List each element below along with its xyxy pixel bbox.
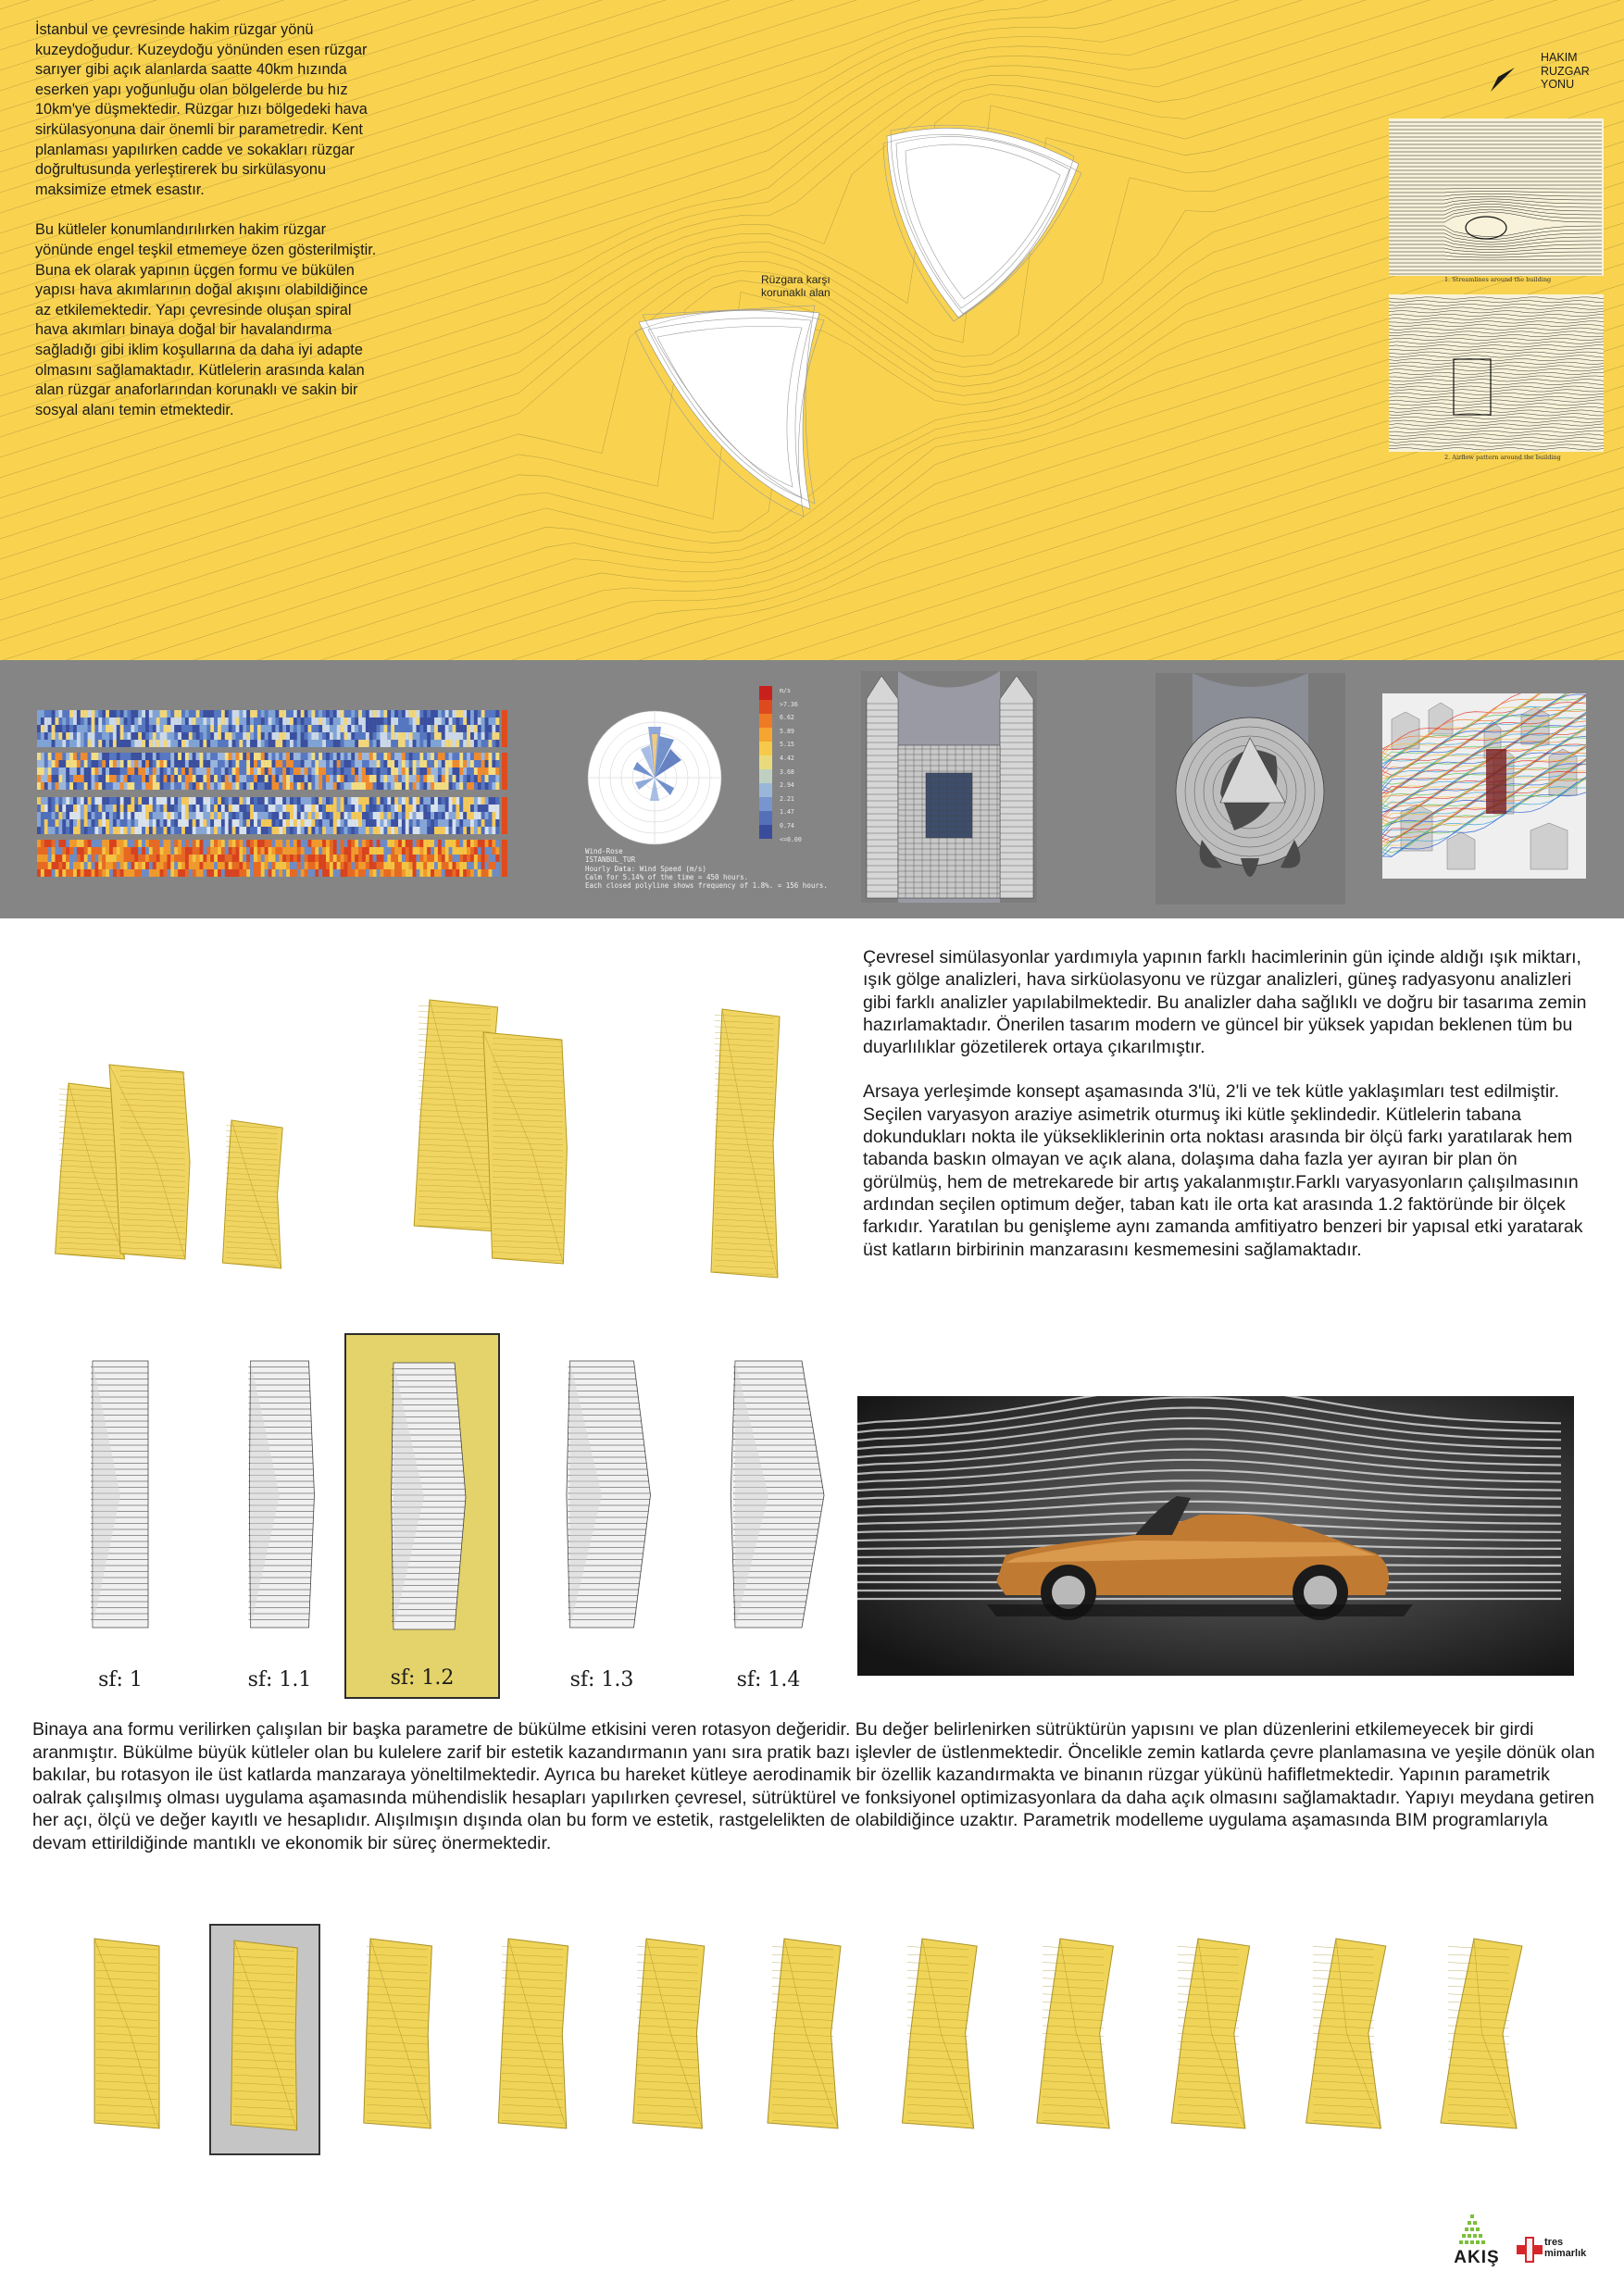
rotation-study <box>480 1924 591 2155</box>
wind-tunnel-car-photo <box>857 1396 1574 1676</box>
analysis-paragraph-1: Çevresel simülasyonlar yardımıyla yapının farklı hacimlerinin gün içinde aldığı ışık miktarı, ışık gölge analizleri, hava sirküolasyonu ve rüzgar analizleri, güneş radyasyonu analizleri gibi farklı analizler yapılabilmektedir. Bu analizler daha sağlıklı ve doğru bir tasarıma zemin hazırlamaktadır. Önerilen tasarım modern ve güncel bir yüksek yapıdan beklenen tüm bu duyarlılıklar gözetilerek ortaya çıkarılmıştır. <box>863 947 1587 1058</box>
wind-direction-line-1: HAKIM <box>1541 51 1578 64</box>
wind-rose-data-type: Hourly Data: Wind Speed (m/s) <box>585 864 706 873</box>
wind-rose-title: Wind-Rose <box>585 847 623 855</box>
scale-factor-label: sf: 1.2 <box>390 1666 455 1690</box>
rotation-tower-drawing <box>750 1924 861 2155</box>
airflow-diagram <box>1389 294 1604 464</box>
legend-value: 5.89 <box>780 727 794 735</box>
legend-value: 2.94 <box>780 781 794 790</box>
rotation-tower-drawing <box>1426 1924 1537 2155</box>
elevation-mesh-drawing <box>861 671 1037 903</box>
rotation-tower-drawing <box>1291 1924 1402 2155</box>
airflow-drawing <box>1389 294 1604 452</box>
scale-factor-tower-drawing <box>704 1333 833 1629</box>
rotation-tower-drawing <box>885 1924 996 2155</box>
legend-value: 1.47 <box>780 808 794 817</box>
wind-rose-polyline-note: Each closed polyline shows frequency of 1.8%. = 156 hours. <box>585 881 828 891</box>
airflow-caption: 2. Airflow pattern around the building <box>1444 454 1561 461</box>
rotation-study <box>1020 1924 1131 2155</box>
akis-logo <box>1444 2211 1509 2276</box>
scale-factor-study <box>344 1333 500 1699</box>
wind-tunnel-photo-drawing <box>857 1396 1574 1676</box>
scale-factor-study <box>537 1333 667 1699</box>
scale-factor-studies <box>56 1333 824 1699</box>
scale-factor-tower-drawing <box>56 1333 185 1629</box>
legend-value: 4.42 <box>780 754 794 762</box>
legend-value: >7.36 <box>780 700 798 708</box>
rotation-study <box>750 1924 861 2155</box>
scale-factor-label: sf: 1 <box>98 1668 143 1691</box>
scale-factor-label: sf: 1.3 <box>569 1668 634 1691</box>
simulation-band <box>0 660 1624 918</box>
annual-heatmaps <box>37 708 509 884</box>
akis-logo-mark-icon <box>1444 2211 1509 2248</box>
legend-value: 3.68 <box>780 767 794 776</box>
rotation-tower-drawing <box>480 1924 591 2155</box>
scale-factor-tower-drawing <box>215 1333 344 1629</box>
intro-text <box>35 20 378 441</box>
legend-value: <=0.00 <box>780 835 802 843</box>
wind-direction-line-3: YONU <box>1541 78 1575 91</box>
wind-rose-location: ISTANBUL_TUR <box>585 855 636 865</box>
rotation-tower-drawing <box>615 1924 726 2155</box>
rotation-tower-drawing <box>1020 1924 1131 2155</box>
rotation-study <box>1291 1924 1402 2155</box>
wind-speed-legend-labels <box>780 684 802 846</box>
rotation-tower-drawing <box>74 1924 185 2155</box>
rotation-study <box>885 1924 996 2155</box>
tower-plan-west <box>630 294 843 521</box>
rotation-tower-drawing <box>1156 1924 1267 2155</box>
legend-value: 0.74 <box>780 821 794 830</box>
plan-wind-drawing <box>1156 673 1345 905</box>
akis-logo-text: AKIŞ <box>1454 2248 1500 2267</box>
streamline-caption: 1. Streamlines around the building <box>1444 276 1552 283</box>
tres-logo-line-2: mimarlık <box>1544 2248 1587 2259</box>
analysis-text <box>863 946 1590 1283</box>
rotation-study <box>1156 1924 1267 2155</box>
scale-factor-label: sf: 1.1 <box>247 1668 312 1691</box>
wind-analysis-band <box>0 0 1624 660</box>
scale-factor-tower-drawing <box>346 1335 502 1631</box>
tres-logo-text <box>1544 2237 1586 2259</box>
rotation-study <box>1426 1924 1537 2155</box>
wind-rose-chart <box>585 708 724 847</box>
analysis-paragraph-2: Arsaya yerleşimde konsept aşamasında 3'lü, 2'li ve tek kütle yaklaşımları test edilmiştir. Seçilen varyasyon araziye asimetrik oturmuş iki kütle şeklindedir. Kütlelerin tabana dokundukları nokta ile yüksekliklerinin orta noktası arasında bir ölçü farkı yaratılarak hem tabanda baskın olmayan ve açık alana, dolaşıma daha fazla yer ayıran bir plan ön görülmüş, hem de metrekarede bir artış yakalanmıştır.Farklı varyasyonların çalışılmasının ardından seçilen optimum değer, taban katı ile orta kat arasında 1.2 faktöründe bir ölçek farkıdır. Yaratılan bu genişleme aynı zamanda amfitiyatro benzeri bir yapısal etki yaratarak üst katların birbirinin manzarasını kesmemesini sağlamaktadır. <box>863 1081 1583 1260</box>
protected-area-label: Rüzgara karşı korunaklı alan <box>761 273 831 299</box>
rotation-text: Binaya ana formu verilirken çalışılan bir başka parametre de bükülme etkisini veren rotasyon değeridir. Bu değer belirlenirken sütrüktürün yapısını ve plan düzenlerini etkilemeyecek bir girdi aranmıştır. Bükülme büyük kütleler olan bu kulelere zarif bir estetik kazandırmanın yanı sıra pratik bazı işlevler de üstlenmektedir. Öncelikle zemin katlarda çevre planlamasına ve yeşile dönük olan bakılar, bu rotasyon ile üst katlarda manzaraya yöneltilmektedir. Ayrıca bu hareket kütleye aerodinamik bir özellik kazandırmakta ve binanın rüzgar yükünü hafifletmektedir. Yapının parametrik oalrak çalışılmış olması uygulama aşamasında mühendislik hesapları yapılırken çevresel, sütrüktürel ve fonksiyonel optimizasyonlara da daha açık olmasını sağlamaktadır. Yapıyı meydana getiren her açı, ölçü ve değer kayıtlı ve hesaplıdır. Alışılmışın dışında olan bu form ve estetik, rastgelelikten de olabildiğince uzaktır. Parametrik modelleme uygulama aşamasında BIM programlarıyla devam ettirildiğinde mantıklı ve ekonomik bir süreç önermektedir. <box>32 1719 1595 1853</box>
tres-logo-line-1: tres <box>1544 2237 1564 2248</box>
scale-factor-study <box>56 1333 185 1699</box>
rotation-study <box>344 1924 456 2155</box>
streamline-drawing <box>1389 119 1604 276</box>
rotation-studies <box>74 1924 1555 2155</box>
scale-factor-tower-drawing <box>537 1333 667 1629</box>
legend-value: 5.15 <box>780 741 794 749</box>
tres-cross-icon <box>1517 2237 1543 2263</box>
cfd-city-simulation <box>1382 693 1586 879</box>
scale-factor-study <box>215 1333 344 1699</box>
rotation-tower-drawing <box>211 1926 322 2157</box>
wind-direction-arrow-icon <box>1489 66 1517 94</box>
wind-rose-calm-note: Calm for 5.14% of the time = 450 hours. <box>585 872 749 881</box>
legend-value: 2.21 <box>780 794 794 803</box>
wind-direction-label <box>1541 51 1590 92</box>
tres-mimarlik-logo <box>1517 2233 1600 2270</box>
intro-paragraph-2: Bu kütleler konumlandırılırken hakim rüzgar yönünde engel teşkil etmemeye özen gösterilmiştir. Buna ek olarak yapının üçgen formu ve bükülen yapısı hava akımlarının doğal akışını olabildiğince az etkilemektedir. Yapı çevresinde oluşan spiral hava akımları binaya doğal bir havalandırma sağladığı gibi iklim koşullarına da daha iyi adapte olmasını sağlamaktadır. Kütlelerin arasında kalan alan rüzgar anaforlarından korunaklı ve sakin bir sosyal alanı temin etmektedir. <box>35 221 377 418</box>
wind-speed-legend-bar <box>759 686 778 839</box>
rotation-study <box>74 1924 185 2155</box>
rotation-study <box>209 1924 320 2155</box>
legend-value: m/s <box>780 687 791 694</box>
legend-value: 6.62 <box>780 714 794 722</box>
wind-direction-line-2: RUZGAR <box>1541 64 1590 78</box>
scale-factor-label: sf: 1.4 <box>736 1668 801 1691</box>
tower-plan-east <box>870 116 1093 338</box>
intro-paragraph-1: İstanbul ve çevresinde hakim rüzgar yönü kuzeydoğudur. Kuzeydoğu yönünden esen rüzgar sarıyer gibi açık alanlarda saatte 40km hızında eserken yapı yoğunluğu olan bölgelerde bu hız 10km'ye düşmektedir. Rüzgar hızı bölgedeki hava sirkülasyonuna dair önemli bir parametredir. Kent planlaması yapılırken cadde ve sokakları rüzgar doğrultusunda yerleştirerek bu sirkülasyonu maksimize etmek esastır. <box>35 21 368 198</box>
wind-rose-notes <box>585 847 828 890</box>
streamline-diagram <box>1389 119 1604 287</box>
rotation-study <box>615 1924 726 2155</box>
massing-studies <box>0 981 852 1287</box>
rotation-tower-drawing <box>344 1924 456 2155</box>
scale-factor-study <box>704 1333 833 1699</box>
